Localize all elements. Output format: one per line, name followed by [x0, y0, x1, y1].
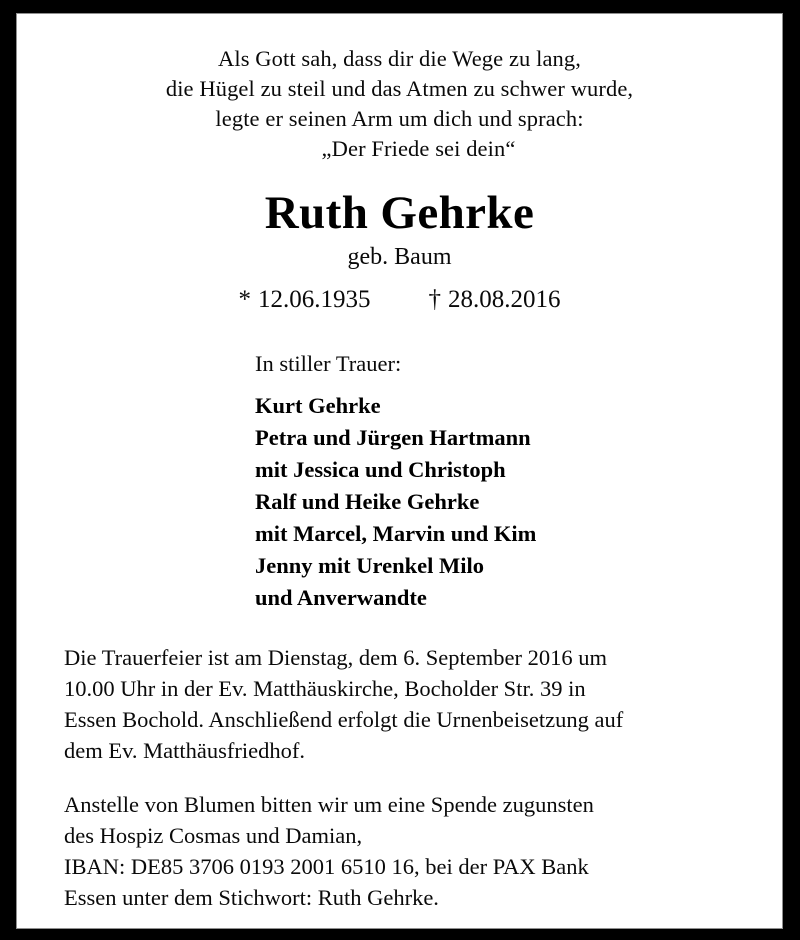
birth-star-icon: *	[238, 286, 251, 313]
mourner-line: Ralf und Heike Gehrke	[255, 489, 480, 514]
service-line: Essen Bochold. Anschließend erfolgt die Urnenbeisetzung auf	[64, 707, 624, 732]
verse-line-1: Als Gott sah, dass dir die Wege zu lang,	[218, 46, 581, 71]
mourner-line: Petra und Jürgen Hartmann	[255, 425, 531, 450]
deceased-name-block	[47, 186, 752, 316]
mourner-line: Kurt Gehrke	[255, 393, 381, 418]
memorial-verse	[47, 14, 752, 164]
service-line: dem Ev. Matthäusfriedhof.	[64, 738, 305, 763]
mourner-line: mit Jessica und Christoph	[255, 457, 506, 482]
donation-line: Essen unter dem Stichwort: Ruth Gehrke.	[64, 885, 439, 910]
deceased-full-name: Ruth Gehrke	[264, 187, 535, 239]
mourner-line: und Anverwandte	[255, 585, 427, 610]
death-date: 28.08.2016	[448, 286, 561, 313]
verse-line-2: die Hügel zu steil und das Atmen zu schwer wurde,	[165, 76, 634, 101]
service-line: 10.00 Uhr in der Ev. Matthäuskirche, Bocholder Str. 39 in	[64, 676, 586, 701]
mourner-line: Jenny mit Urenkel Milo	[255, 553, 484, 578]
service-line: Die Trauerfeier ist am Dienstag, dem 6. September 2016 um	[64, 645, 608, 670]
obituary-card	[16, 13, 783, 929]
donation-paragraph	[64, 789, 744, 913]
funeral-service-paragraph	[64, 642, 744, 766]
donation-iban-line: IBAN: DE85 3706 0193 2001 6510 16, bei der PAX Bank	[64, 854, 589, 879]
verse-line-3: legte er seinen Arm um dich und sprach:	[215, 106, 584, 131]
verse-line-4: „Der Friede sei dein“	[321, 136, 516, 161]
donation-line: des Hospiz Cosmas und Damian,	[64, 823, 363, 848]
obituary-content	[17, 14, 782, 928]
birth-date-item	[239, 284, 371, 316]
details-block	[47, 642, 752, 913]
life-dates	[47, 284, 752, 316]
mourner-line: mit Marcel, Marvin und Kim	[255, 521, 537, 546]
donation-line: Anstelle von Blumen bitten wir um eine Spende zugunsten	[64, 792, 594, 817]
mourners-block	[47, 349, 752, 614]
death-cross-icon: †	[428, 286, 441, 313]
death-date-item	[429, 284, 561, 316]
mourners-intro: In stiller Trauer:	[255, 351, 402, 376]
deceased-maiden-name: geb. Baum	[347, 244, 452, 270]
birth-date: 12.06.1935	[258, 286, 371, 313]
